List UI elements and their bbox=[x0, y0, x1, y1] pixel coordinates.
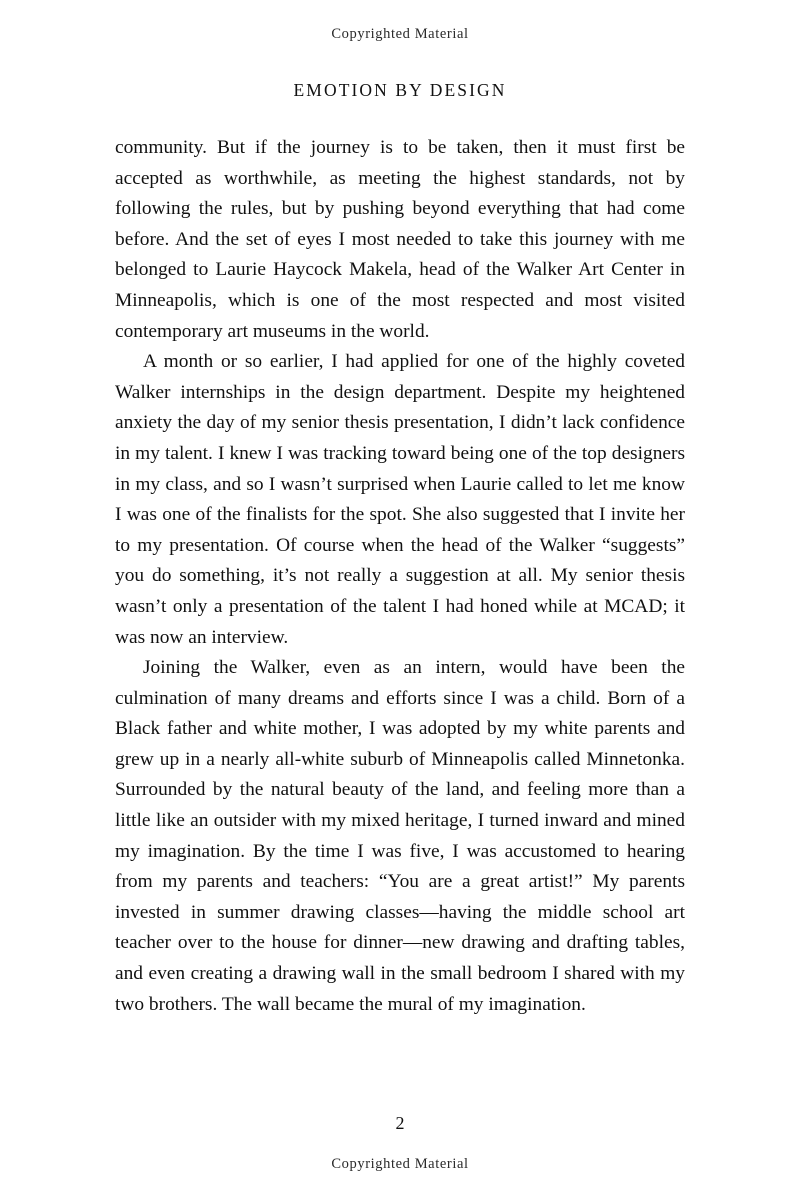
paragraph-1: community. But if the journey is to be taken, then it must first be accepted as worthwhile, as meeting the highest standards, not by following the rules, but by pushing beyond everything that had come before. And the set of eyes I most needed to take this journey with me belonged to Laurie Haycock Makela, head of the Walker Art Center in Minneapolis, which is one of the most respected and most visited contemporary art museums in the world. bbox=[115, 137, 685, 342]
page-body-text bbox=[115, 133, 685, 1020]
paragraph-3: Joining the Walker, even as an intern, would have been the culmination of many dreams and efforts since I was a child. Born of a Black father and white mother, I was adopted by my white parents and grew up in a nearly all-white suburb of Minneapolis called Minnetonka. Surrounded by the natural beauty of the land, and feeling more than a little like an outsider with my mixed heritage, I turned inward and mined my imagination. By the time I was five, I was accustomed to hearing from my parents and teachers: “You are a great artist!” My parents invested in summer drawing classes—having the middle school art teacher over to the house for dinner—new drawing and drafting tables, and even creating a drawing wall in the small bedroom I shared with my two brothers. The wall became the mural of my imagination. bbox=[115, 657, 685, 1015]
copyright-watermark-top: Copyrighted Material bbox=[331, 26, 469, 42]
paragraph-2: A month or so earlier, I had applied for one of the highly coveted Walker internships in the design department. Despite my heightened anxiety the day of my senior thesis presentation, I didn’t lack confidence in my talent. I knew I was tracking toward being one of the top designers in my class, and so I wasn’t surprised when Laurie called to let me know I was one of the finalists for the spot. She also suggested that I invite her to my presentation. Of course when the head of the Walker “suggests” you do something, it’s not really a suggestion at all. My senior thesis wasn’t only a presentation of the talent I had honed while at MCAD; it was now an interview. bbox=[115, 351, 685, 648]
running-head-title: EMOTION BY DESIGN bbox=[293, 80, 507, 100]
copyright-watermark-bottom: Copyrighted Material bbox=[331, 1156, 469, 1172]
page-number: 2 bbox=[395, 1113, 405, 1133]
